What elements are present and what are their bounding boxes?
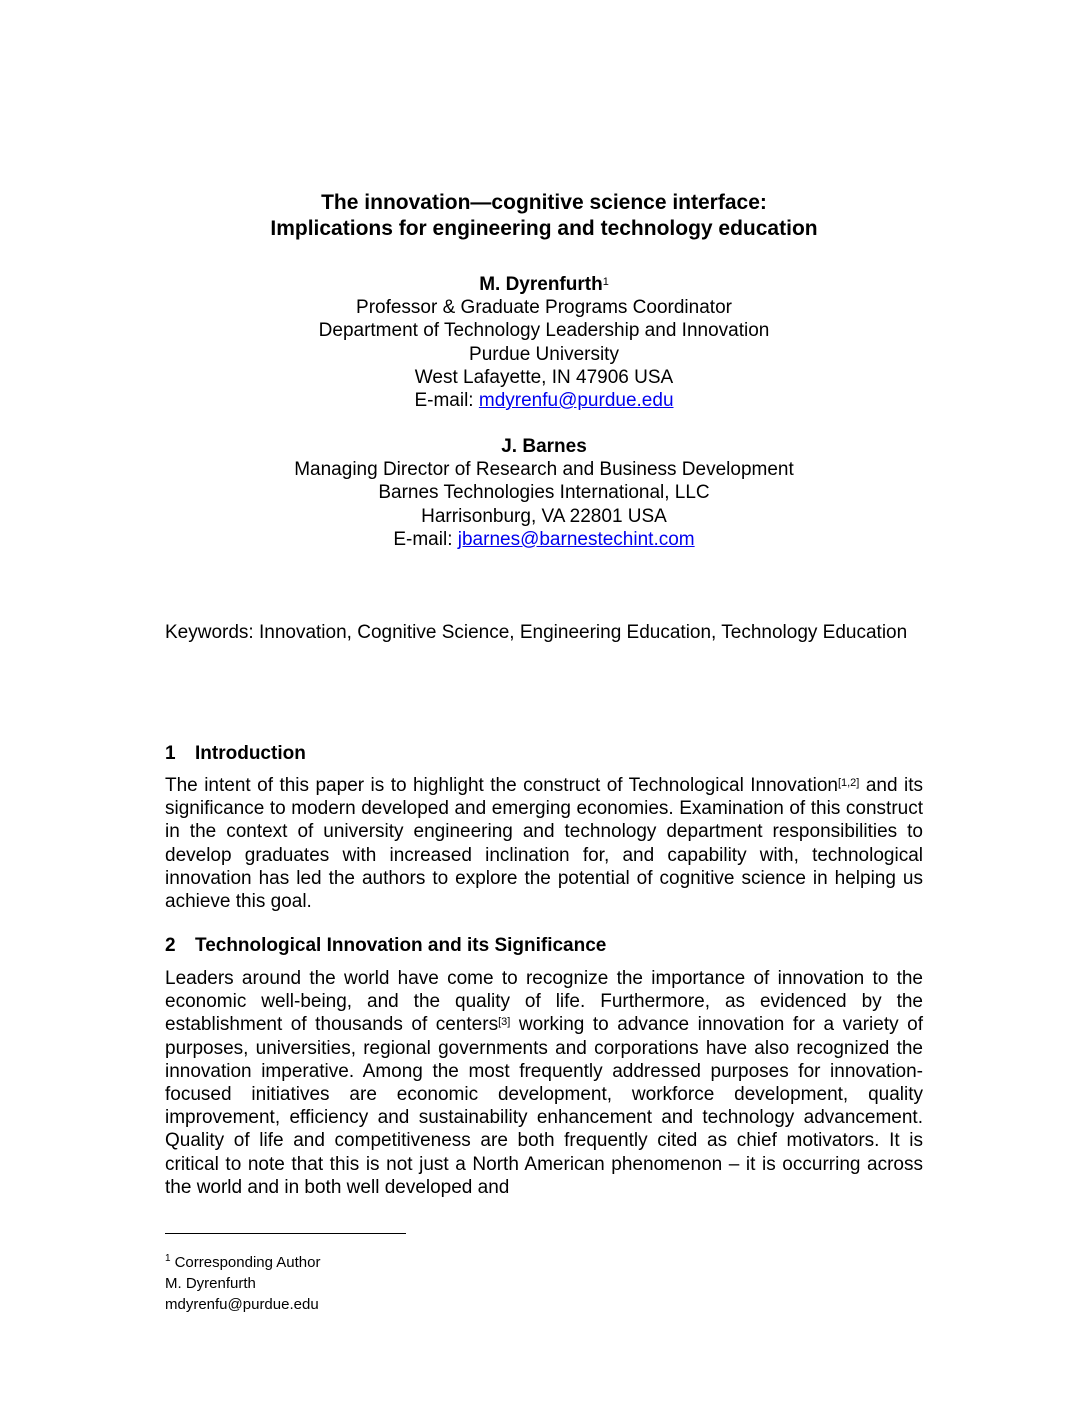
paragraph-text: and its significance to modern developed and emerging economies. Examination of this construct in the context of university engineering and technology department responsibilities to develop graduates with increased inclination for, and capability with, technological innovation has led the authors to explore the potential of cognitive science in helping us achieve this goal.	[165, 775, 923, 913]
footnote-email: mdyrenfu@purdue.edu	[165, 1296, 319, 1313]
author-name: J. Barnes	[501, 436, 587, 457]
footnote-mark: 1	[602, 276, 609, 288]
author-institution: Purdue University	[469, 343, 619, 365]
author-role: Managing Director of Research and Business Development	[294, 459, 794, 481]
section-paragraph-introduction	[165, 774, 923, 913]
author-name-line	[0, 273, 1088, 296]
section-heading-introduction	[165, 742, 923, 765]
author-email-line	[0, 528, 1088, 551]
footnote-label: Corresponding Author	[174, 1254, 321, 1271]
author-name: M. Dyrenfurth	[479, 274, 603, 295]
section-title: Introduction	[195, 743, 306, 764]
author-email-link[interactable]: jbarnes@barnestechint.com	[457, 528, 695, 550]
email-label: E-mail:	[414, 390, 479, 412]
author-department: Department of Technology Leadership and Innovation	[318, 320, 770, 342]
author-location: Harrisonburg, VA 22801 USA	[421, 505, 667, 527]
author-organization: Barnes Technologies International, LLC	[378, 482, 710, 504]
citation-ref: [1,2]	[837, 777, 860, 789]
author-location: West Lafayette, IN 47906 USA	[414, 366, 674, 388]
author-email-link[interactable]: mdyrenfu@purdue.edu	[478, 390, 674, 412]
email-label: E-mail:	[393, 528, 458, 550]
author-block-barnes	[0, 435, 1088, 551]
citation-ref: [3]	[498, 1016, 511, 1029]
section-title: Technological Innovation and its Significance	[195, 935, 607, 956]
footnote-block	[165, 1252, 321, 1315]
section-number: 1	[165, 743, 176, 764]
footnote-mark: 1	[165, 1253, 171, 1264]
author-email-line	[0, 389, 1088, 412]
section-heading-significance	[165, 934, 923, 957]
paper-title-line-1: The innovation—cognitive science interface:	[321, 191, 767, 214]
footnote-divider	[165, 1233, 406, 1234]
paragraph-text: working to advance innovation for a variety of purposes, universities, regional governments and corporations have also recognized the innovation imperative. Among the most frequently addressed purposes for innovation-focused initiatives are economic development, workforce development, quality improvement, efficiency and sustainability enhancement and technology advancement. Quality of life and competitiveness are both frequently cited as chief motivators. It is critical to note that this is not just a North American phenomenon – it is occurring across the world and in both well developed and	[165, 1014, 923, 1198]
section-number: 2	[165, 935, 176, 956]
section-paragraph-significance	[165, 967, 923, 1199]
author-block-dyrenfurth	[0, 273, 1088, 412]
footnote-name: M. Dyrenfurth	[165, 1275, 256, 1292]
paragraph-text: Leaders around the world have come to recognize the importance of innovation to the economic well-being, and the quality of life. Furthermore, as evidenced by the establishment of thousands of centers	[165, 968, 923, 1036]
author-role: Professor & Graduate Programs Coordinator	[356, 297, 732, 319]
keywords-paragraph: Keywords: Innovation, Cognitive Science, Engineering Education, Technology Education	[165, 622, 908, 643]
paragraph-text: The intent of this paper is to highlight the construct of Technological Innovation	[165, 775, 838, 796]
paper-title-line-2: Implications for engineering and technology education	[270, 217, 818, 240]
footnote-label-line	[165, 1252, 321, 1273]
